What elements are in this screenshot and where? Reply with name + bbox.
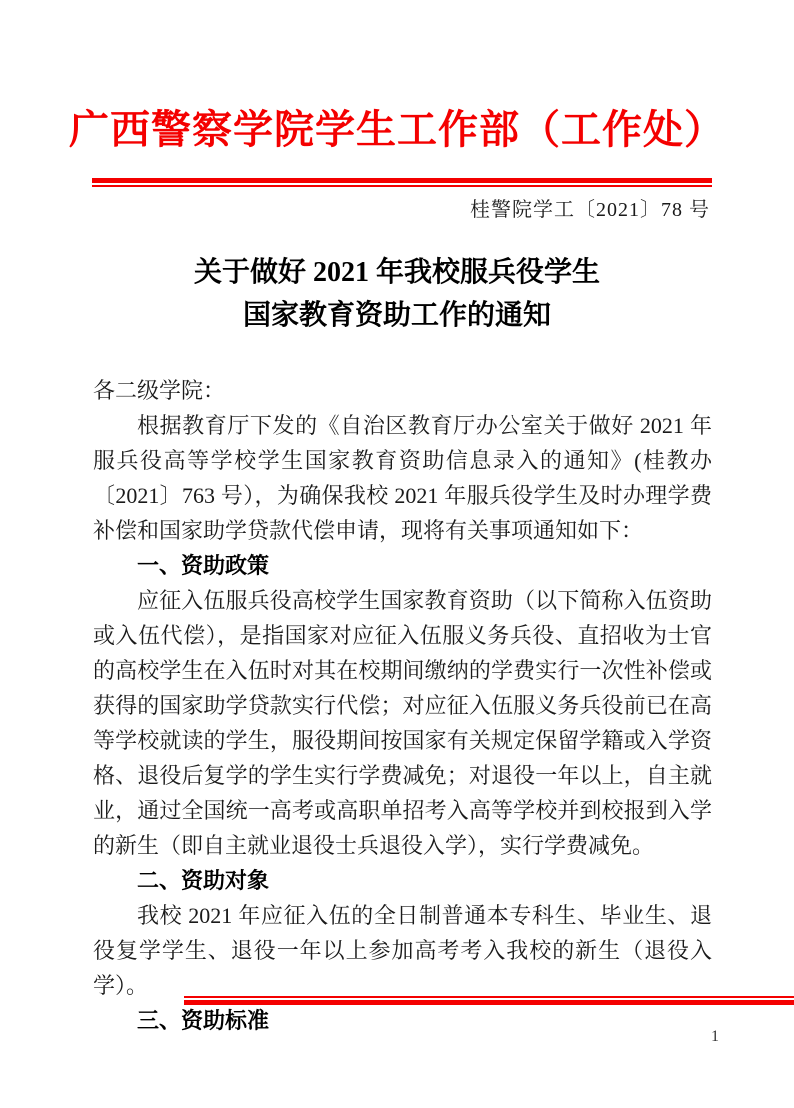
page-number: 1 — [711, 1028, 719, 1045]
section-1-paragraph: 应征入伍服兵役高校学生国家教育资助（以下简称入伍资助或入伍代偿），是指国家对应征入伍服义务兵役、直招收为士官的高校学生在入伍时对其在校期间缴纳的学费实行一次性补偿或获得的国家助学贷款实行代偿；对应征入伍服义务兵役前已在高等学校就读的学生，服役期间按国家有关规定保留学籍或入学资格、退役后复学的学生实行学费减免；对退役一年以上，自主就业，通过全国统一高考或高职单招考入高等学校并到校报到入学的新生（即自主就业退役士兵退役入学），实行学费减免。 — [93, 588, 712, 858]
salutation: 各二级学院： — [93, 378, 226, 403]
footer-divider-thick-line — [184, 1000, 794, 1005]
section-1-heading: 一、资助政策 — [137, 553, 270, 578]
footer-divider — [184, 996, 794, 1005]
section-2-heading: 二、资助对象 — [137, 868, 270, 893]
letterhead-org-title: 广西警察学院学生工作部（工作处） — [69, 108, 725, 152]
letterhead-divider — [92, 178, 712, 187]
document-reference-number: 桂警院学工〔2021〕78 号 — [470, 199, 710, 221]
document-title-line1: 关于做好 2021 年我校服兵役学生 — [193, 257, 600, 288]
document-title-line2: 国家教育资助工作的通知 — [242, 300, 551, 331]
letterhead — [0, 102, 794, 223]
document-title — [0, 251, 794, 337]
letterhead-divider-thin-line — [92, 185, 712, 187]
section-3-heading: 三、资助标准 — [137, 1008, 270, 1033]
intro-paragraph: 根据教育厅下发的《自治区教育厅办公室关于做好 2021 年服兵役高等学校学生国家教育资助信息录入的通知》(桂教办〔2021〕763 号），为确保我校 2021 年服兵役学生及时办理学费补偿和国家助学贷款代偿申请，现将有关事项通知如下： — [93, 413, 712, 543]
section-2-paragraph: 我校 2021 年应征入伍的全日制普通本专科生、毕业生、退役复学学生、退役一年以上参加高考考入我校的新生（退役入学）。 — [93, 903, 712, 998]
document-body — [93, 373, 712, 1038]
